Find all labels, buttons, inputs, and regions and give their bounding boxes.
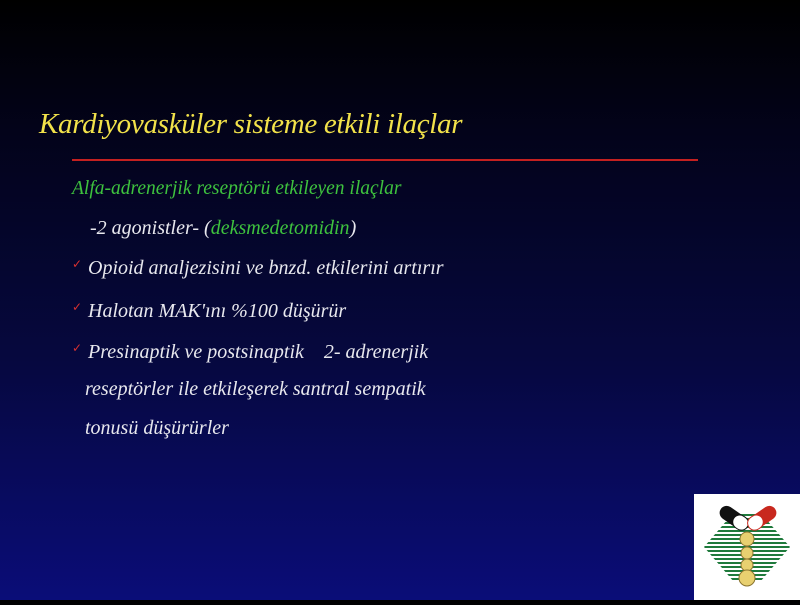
checkmark-icon: ✓ [72,300,83,314]
bullet-text: Opioid analjezisini ve bnzd. etkilerini artırır [88,257,444,279]
checkmark-icon: ✓ [72,257,83,271]
continuation-line: reseptörler ile etkileşerek santral sempatik [85,378,426,400]
agonist-prefix: -2 agonistler- ( [90,217,211,239]
bullet-item [72,341,428,364]
agonist-line [90,217,356,240]
continuation-line: tonusü düşürürler [85,417,229,439]
bullet-item [72,300,346,323]
pharmacy-logo-icon [694,494,800,600]
subtitle: Alfa-adrenerjik reseptörü etkileyen ilaçlar [72,178,402,199]
bullet-item [72,257,444,280]
bullet-text: Presinaptik ve postsinaptik 2- adrenerjik [88,341,429,363]
checkmark-icon: ✓ [72,341,83,355]
agonist-drug: deksmedetomidin [210,217,350,239]
agonist-suffix: ) [349,217,357,239]
bullet-text: Halotan MAK'ını %100 düşürür [88,300,347,322]
slide-title: Kardiyovasküler sisteme etkili ilaçlar [39,108,463,140]
title-divider [72,159,698,161]
